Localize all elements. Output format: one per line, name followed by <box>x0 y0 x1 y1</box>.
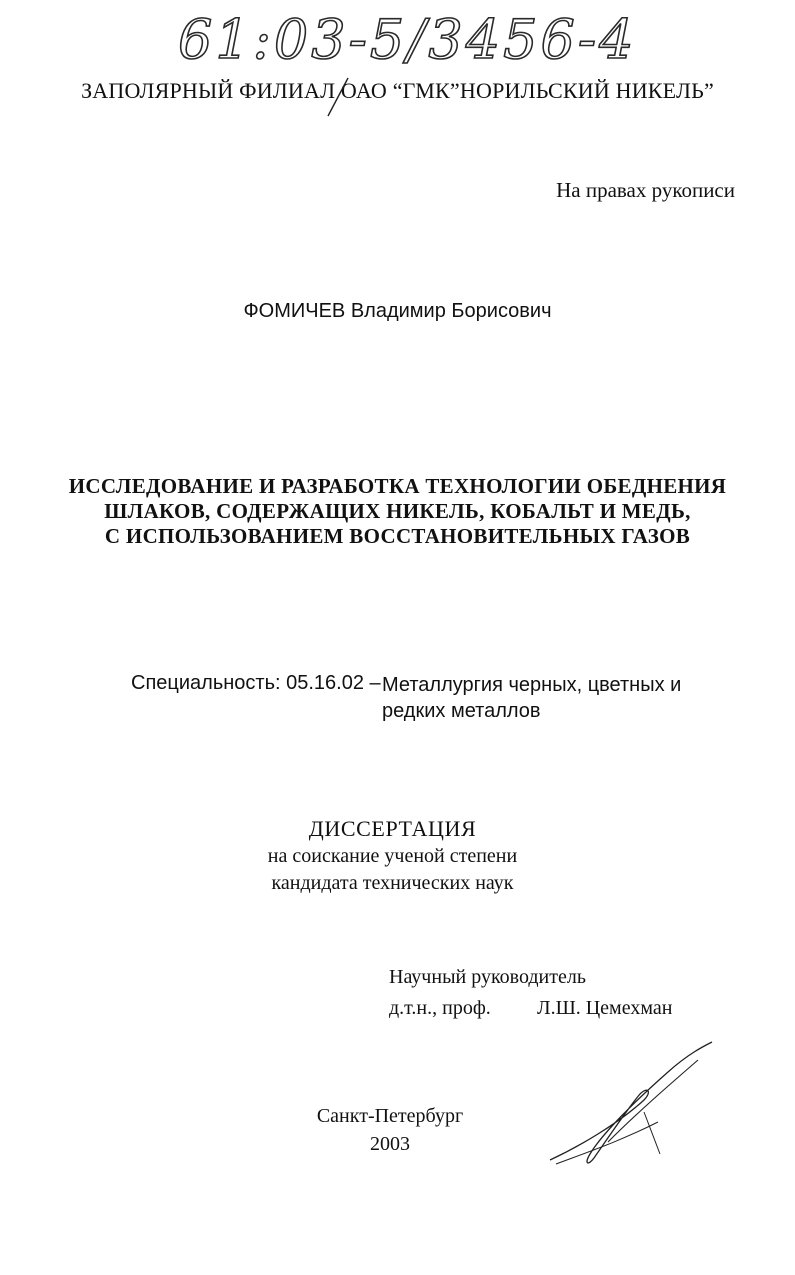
rights-notice: На правах рукописи <box>556 178 735 202</box>
handwritten-registration-number <box>176 0 637 80</box>
title-line-1: ИССЛЕДОВАНИЕ И РАЗРАБОТКА ТЕХНОЛОГИИ ОБЕДНЕНИЯ <box>68 474 727 498</box>
registration-number-text: 61:03-5/3456-4 <box>178 8 637 71</box>
dissertation-title <box>0 474 795 549</box>
advisor-name: Л.Ш. Цемехман <box>537 997 673 1019</box>
advisor-degree: д.т.н., проф. <box>389 997 491 1019</box>
author-name: ФОМИЧЕВ Владимир Борисович <box>243 300 552 322</box>
advisor-label: Научный руководитель <box>389 966 586 988</box>
specialty-value-line-1: Металлургия черных, цветных и <box>382 674 682 696</box>
degree-line-1: на соискание ученой степени <box>267 845 518 867</box>
organization-header: ЗАПОЛЯРНЫЙ ФИЛИАЛ ОАО “ГМК”НОРИЛЬСКИЙ НИКЕЛЬ” <box>81 78 714 103</box>
specialty-value <box>382 672 681 724</box>
document-type: ДИССЕРТАЦИЯ <box>308 816 477 841</box>
year: 2003 <box>370 1133 410 1155</box>
title-line-2: ШЛАКОВ, СОДЕРЖАЩИХ НИКЕЛЬ, КОБАЛЬТ И МЕДЬ, <box>104 499 691 523</box>
city: Санкт-Петербург <box>316 1105 464 1127</box>
degree-line-2: кандидата технических наук <box>271 872 514 894</box>
title-line-3: С ИСПОЛЬЗОВАНИЕМ ВОССТАНОВИТЕЛЬНЫХ ГАЗОВ <box>104 524 691 548</box>
pen-stroke-mark <box>318 76 358 120</box>
specialty-value-line-2: редких металлов <box>382 700 541 722</box>
specialty-label: Специальность: 05.16.02 – <box>131 672 381 694</box>
